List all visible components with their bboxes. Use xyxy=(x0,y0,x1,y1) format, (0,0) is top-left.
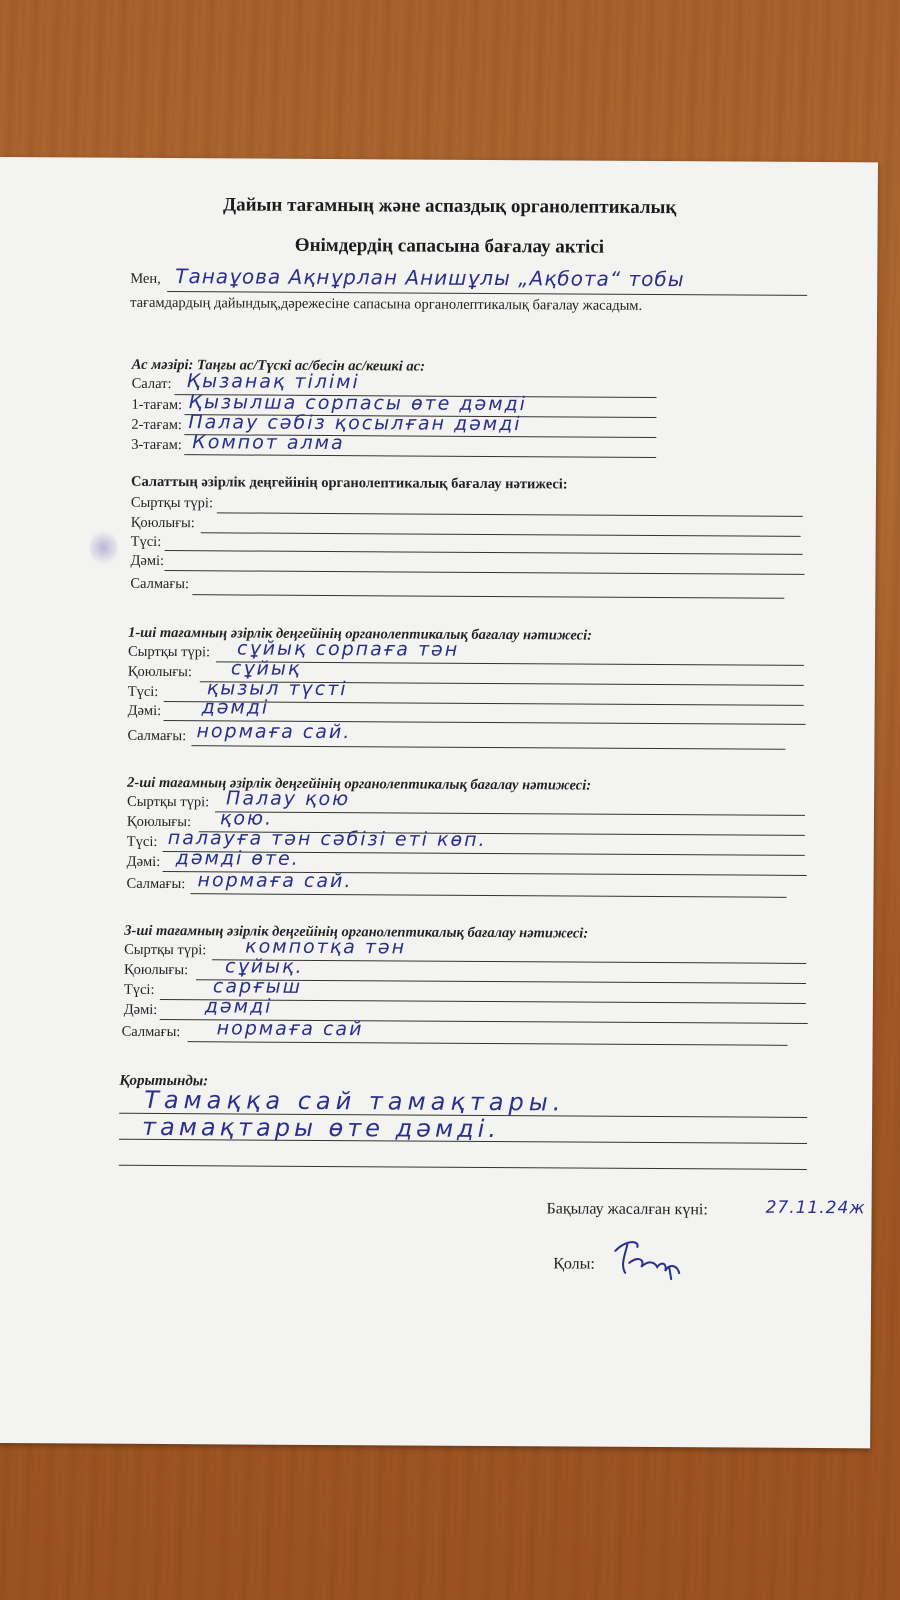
dish1-taste-label: Дәмі: xyxy=(127,702,162,719)
dish1-thickness-label: Қоюлығы: xyxy=(127,663,192,681)
conclusion-heading: Қорытынды: xyxy=(119,1072,209,1090)
menu-dish3-value: Компот алма xyxy=(192,431,345,455)
salad-thickness-label: Қоюлығы: xyxy=(130,514,195,532)
form-title-line2: Өнімдердің сапасына бағалау актісі xyxy=(294,234,605,258)
dish1-weight-value: нормаға сай. xyxy=(196,720,352,744)
dish2-taste-label: Дәмі: xyxy=(126,853,161,870)
dish1-color-label: Түсі: xyxy=(127,683,159,700)
dish3-look-label: Сыртқы түрі: xyxy=(124,941,207,959)
dish2-thickness-value: қою. xyxy=(219,807,274,830)
form-sheet xyxy=(0,157,878,1448)
intro-sentence: тағамдардың дайындық,дәрежесіне сапасына органолептикалық бағалау жасадым. xyxy=(130,294,643,314)
dish1-look-value: сұйық сорпаға тән xyxy=(236,637,460,661)
ink-smudge xyxy=(89,528,117,568)
dish2-color-label: Түсі: xyxy=(126,833,158,850)
dish3-heading: 3-ші тағамның әзірлік деңгейінің органолептикалық бағалау нәтижесі: xyxy=(124,922,589,942)
salad-look-label: Сыртқы түрі: xyxy=(130,494,214,512)
dish3-weight-value: нормаға сай xyxy=(216,1017,364,1041)
dish2-taste-value: дәмді өте. xyxy=(175,847,300,870)
dish1-weight-label: Салмағы: xyxy=(127,727,187,745)
conclusion-line1: Тамаққа сай тамақтары. xyxy=(144,1085,566,1117)
salad-heading: Салаттың әзірлік деңгейінің органолептикалық бағалау нәтижесі: xyxy=(130,473,568,493)
dish2-color-value: палауға тән сәбізі еті көп. xyxy=(167,827,487,851)
dish2-thickness-label: Қоюлығы: xyxy=(126,813,192,831)
salad-taste-label: Дәмі: xyxy=(130,552,165,570)
dish3-taste-value: дәмді xyxy=(204,995,273,1018)
dish3-color-label: Түсі: xyxy=(123,981,155,998)
menu-heading: Ас мәзірі: Таңғы ас/Түскі ас/бесін ас/кешкі ас: xyxy=(131,356,426,375)
dish3-weight-label: Салмағы: xyxy=(121,1023,181,1041)
dish3-look-value: компотқа тән xyxy=(245,935,407,959)
menu-dish2-label: 2-тағам: xyxy=(131,416,183,434)
date-label: Бақылау жасалған күні: xyxy=(546,1200,708,1219)
dish3-thickness-label: Қоюлығы: xyxy=(123,961,189,979)
dish3-thickness-value: сұйық. xyxy=(224,955,304,978)
signature-image xyxy=(609,1233,689,1288)
dish1-heading: 1-ші тағамның әзірлік деңгейінің органолептикалық бағалау нәтижесі: xyxy=(128,624,593,644)
menu-dish1-label: 1-тағам: xyxy=(131,396,183,414)
student-name: Танаұова Ақнұрлан Анишұлы „Ақбота“ тобы xyxy=(175,264,685,292)
menu-salad-label: Салат: xyxy=(131,375,172,393)
dish1-look-label: Сыртқы түрі: xyxy=(127,643,211,661)
menu-salad-value: Қызанақ тілімі xyxy=(186,370,360,394)
salad-weight-label: Салмағы: xyxy=(130,575,190,593)
dish2-look-value: Палау қою xyxy=(226,787,351,811)
signature-label: Қолы: xyxy=(553,1255,595,1273)
dish1-color-value: қызыл түсті xyxy=(206,677,348,701)
menu-dish1-value: Қызылша сорпасы өте дәмді xyxy=(188,391,528,416)
intro-label: Мен, xyxy=(130,270,161,287)
dish2-weight-label: Салмағы: xyxy=(126,875,186,893)
dish3-taste-label: Дәмі: xyxy=(123,1001,158,1018)
conclusion-line2: тамақтары өте дәмді. xyxy=(141,1112,501,1144)
dish1-thickness-value: сұйық xyxy=(230,657,302,680)
dish3-color-value: сарғыш xyxy=(212,975,303,998)
date-value: 27.11.24ж xyxy=(765,1197,866,1219)
dish1-taste-value: дәмді xyxy=(201,696,270,719)
form-title-line1: Дайын тағамның және аспаздық органолептикалық xyxy=(222,194,677,219)
menu-dish2-value: Палау сәбіз қосылған дәмді xyxy=(188,411,522,436)
salad-color-label: Түсі: xyxy=(130,533,162,550)
dish2-heading: 2-ші тағамның әзірлік деңгейінің органолептикалық бағалау нәтижесі: xyxy=(127,774,592,794)
dish2-look-label: Сыртқы түрі: xyxy=(127,793,210,811)
dish2-weight-value: нормаға сай. xyxy=(197,869,353,893)
menu-dish3-label: 3-тағам: xyxy=(131,436,182,454)
